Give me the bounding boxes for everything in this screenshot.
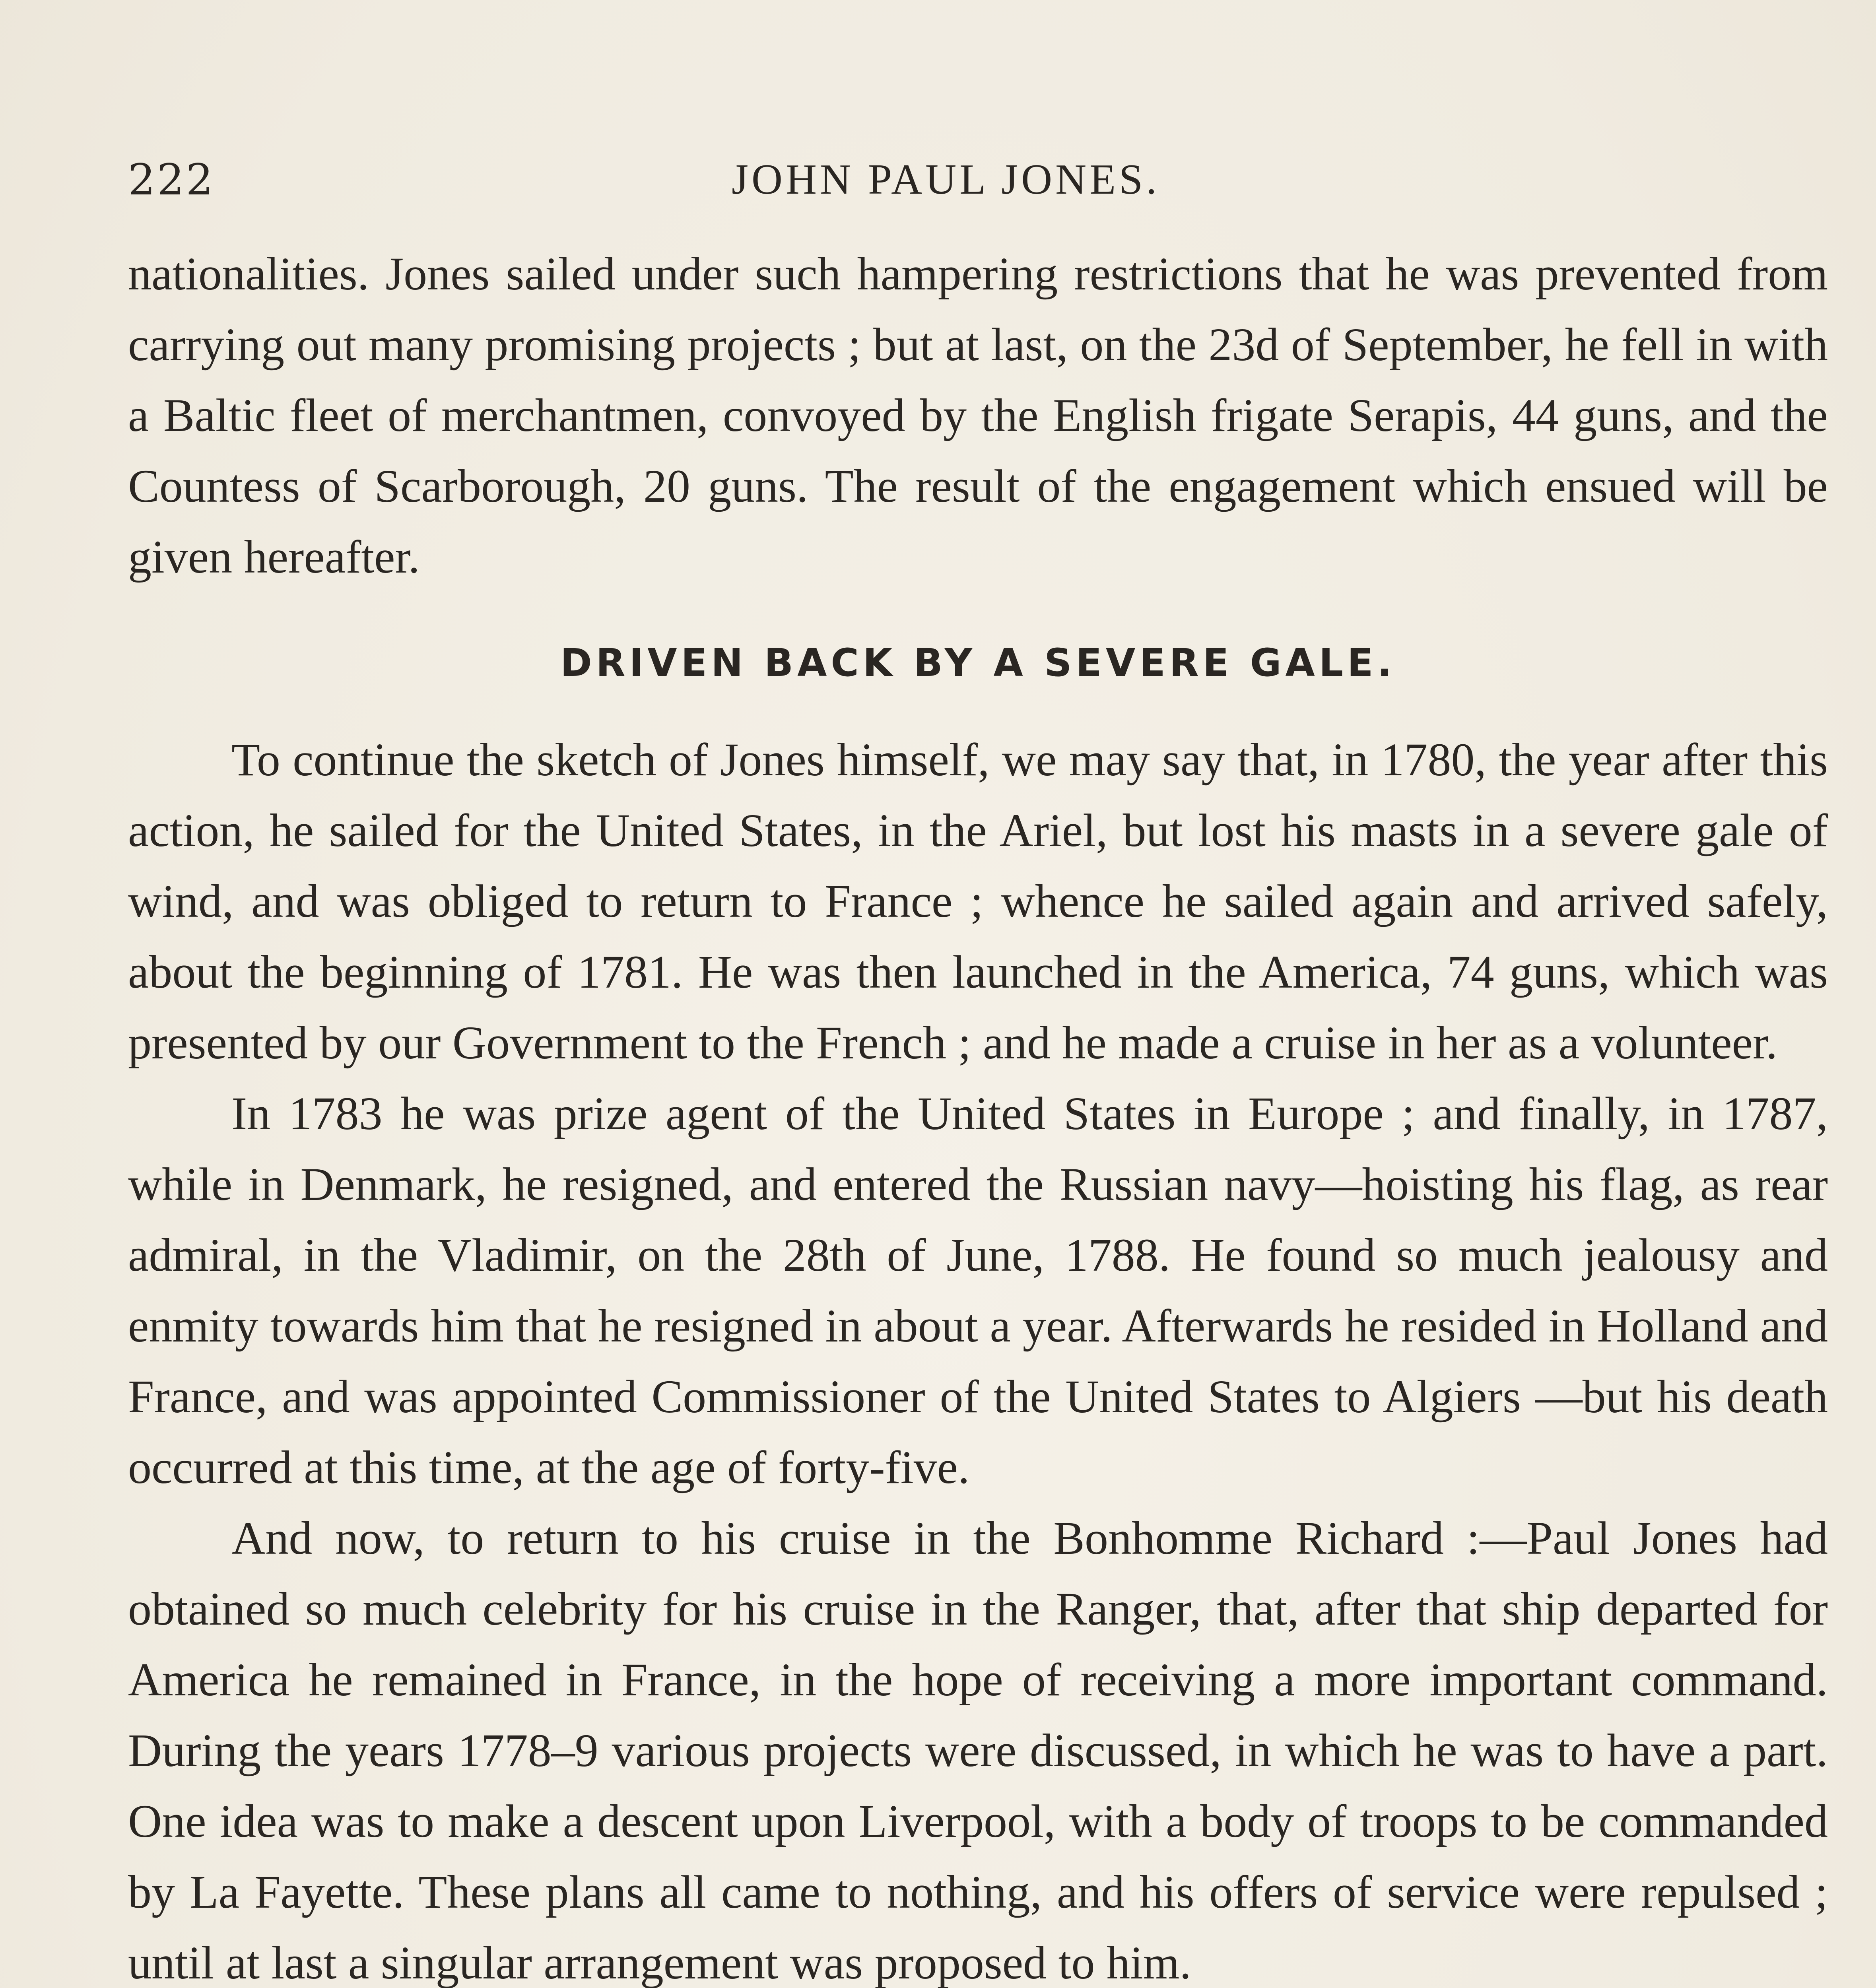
page-header <box>0 147 1876 211</box>
paragraph-2: To continue the sketch of Jones himself, we may say that, in 1780, the year after this action, he sailed for the United States, in the Ariel, but lost his masts in a severe gale of wind, and was obliged to return to France ; whence he sailed again and arrived safely, about the beginning of 1781. He was then launched in the America, 74 guns, which was presented by our Government to the French ; and he made a cruise in her as a volunteer. <box>128 734 1828 1069</box>
paragraph-1: nationalities. Jones sailed under such hampering restrictions that he was prevented from carrying out many promising projects ; but at last, on the 23d of September, he fell in with a Baltic fleet of merchantmen, convoyed by the English frigate Serapis, 44 guns, and the Countess of Scarborough, 20 guns. The result of the engagement which ensued will be given hereafter. <box>128 248 1828 583</box>
paragraph-4: And now, to return to his cruise in the Bonhomme Richard :—Paul Jones had obtained so much celebrity for his cruise in the Ranger, that, after that ship departed for America he remained in France, in the hope of receiving a more important command. During the years 1778–9 various projects were discussed, in which he was to have a part. One idea was to make a descent upon Liverpool, with a body of troops to be commanded by La Fayette. These plans all came to nothing, and his offers of service were repulsed ; until at last a singular arrangement was proposed to him. <box>128 1512 1828 1988</box>
section-heading: DRIVEN BACK BY A SEVERE GALE. <box>560 641 1396 685</box>
body-text <box>128 239 1828 1988</box>
paragraph-3: In 1783 he was prize agent of the United States in Europe ; and finally, in 1787, while in Denmark, he resigned, and entered the Russian navy—hoisting his flag, as rear admiral, in the Vladimir, on the 28th of June, 1788. He found so much jealousy and enmity towards him that he resigned in about a year. Afterwards he resided in Holland and France, and was appointed Commissioner of the United States to Algiers —but his death occurred at this time, at the age of forty-five. <box>128 1087 1828 1493</box>
running-title: JOHN PAUL JONES. <box>732 156 1160 203</box>
page-number: 222 <box>128 155 215 205</box>
